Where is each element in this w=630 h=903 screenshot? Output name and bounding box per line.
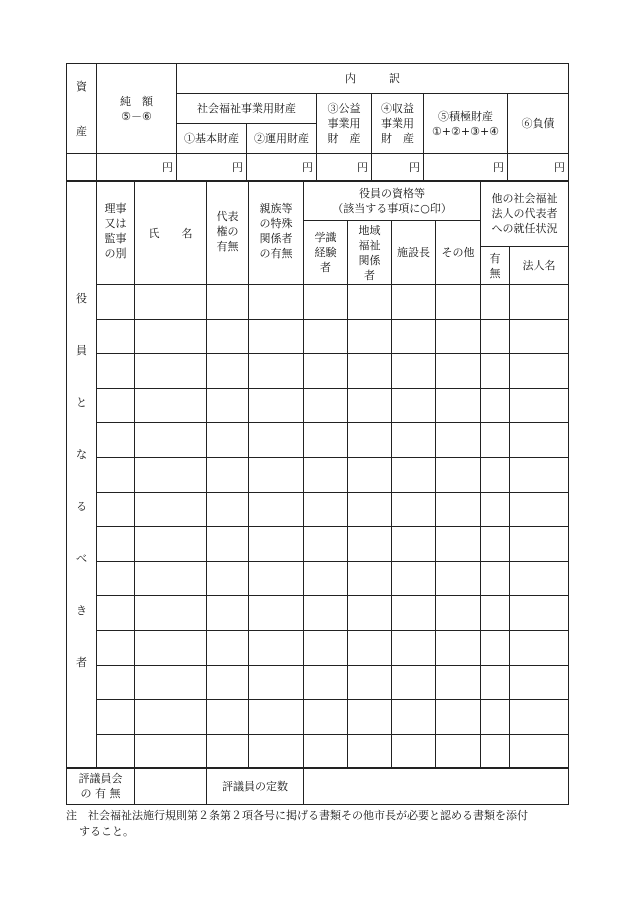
asset-heading: 資 産 — [67, 64, 97, 154]
officer-cell[interactable] — [392, 734, 436, 769]
officer-cell[interactable] — [392, 561, 436, 596]
officer-cell[interactable] — [436, 354, 481, 389]
officer-cell[interactable] — [436, 665, 481, 700]
officer-cell[interactable] — [510, 457, 569, 492]
officer-cell[interactable] — [348, 734, 392, 769]
officer-cell[interactable] — [207, 388, 249, 423]
officer-cell[interactable] — [304, 354, 348, 389]
officer-cell[interactable] — [436, 561, 481, 596]
officer-cell[interactable] — [97, 423, 135, 458]
liabilities-value[interactable]: 円 — [508, 154, 569, 182]
net-amount-header: 純 額 ⑤－⑥ — [97, 64, 177, 154]
officer-cell[interactable] — [135, 665, 207, 700]
officer-cell[interactable] — [436, 285, 481, 320]
officer-cell[interactable] — [348, 561, 392, 596]
footnote-line-1: 注 社会福祉法施行規則第２条第２項各号に掲げる書類その他市長が必要と認める書類を添付 — [66, 809, 528, 822]
officer-cell[interactable] — [97, 700, 135, 735]
officer-cell[interactable] — [97, 492, 135, 527]
footnote-line-2: すること。 — [79, 825, 134, 838]
officer-cell[interactable] — [207, 665, 249, 700]
officer-cell[interactable] — [97, 354, 135, 389]
officer-cell[interactable] — [481, 457, 510, 492]
operating-property-value[interactable]: 円 — [247, 154, 317, 182]
council-presence-value[interactable] — [135, 768, 207, 805]
officer-cell[interactable] — [135, 492, 207, 527]
officer-cell[interactable] — [510, 630, 569, 665]
public-interest-header: ③公益 事業用 財 産 — [317, 94, 372, 154]
basic-property-value[interactable]: 円 — [177, 154, 247, 182]
officer-cell[interactable] — [97, 388, 135, 423]
officer-cell[interactable] — [481, 596, 510, 631]
officer-cell[interactable] — [249, 423, 304, 458]
officer-cell[interactable] — [304, 665, 348, 700]
officer-cell[interactable] — [392, 319, 436, 354]
officer-row — [67, 665, 569, 700]
officer-cell[interactable] — [348, 527, 392, 562]
officer-cell[interactable] — [481, 561, 510, 596]
council-table — [66, 767, 569, 805]
officer-cell[interactable] — [97, 734, 135, 769]
officer-cell[interactable] — [97, 457, 135, 492]
officer-cell[interactable] — [436, 423, 481, 458]
officer-cell[interactable] — [348, 319, 392, 354]
officer-cell[interactable] — [436, 388, 481, 423]
yes-no-header: 有 無 — [481, 247, 510, 285]
officer-cell[interactable] — [207, 734, 249, 769]
officer-cell[interactable] — [436, 630, 481, 665]
officer-cell[interactable] — [510, 734, 569, 769]
scholar-header: 学識 経験 者 — [304, 221, 348, 285]
officer-row — [67, 630, 569, 665]
profit-value[interactable]: 円 — [372, 154, 424, 182]
officer-table — [66, 180, 569, 769]
officer-cell[interactable] — [135, 423, 207, 458]
role-header: 理事 又は 監事 の別 — [97, 181, 135, 285]
officer-cell[interactable] — [304, 285, 348, 320]
officer-cell[interactable] — [436, 492, 481, 527]
officer-cell[interactable] — [135, 354, 207, 389]
officer-row — [67, 388, 569, 423]
positive-property-header: ⑤積極財産 ①+②+③+④ — [424, 94, 508, 154]
officer-cell[interactable] — [510, 388, 569, 423]
officer-cell[interactable] — [207, 354, 249, 389]
vertical-label-char: と — [76, 396, 87, 409]
officer-row — [67, 596, 569, 631]
officer-cell[interactable] — [207, 457, 249, 492]
officer-cell[interactable] — [135, 700, 207, 735]
officer-cell[interactable] — [249, 319, 304, 354]
social-welfare-property-header: 社会福祉事業用財産 — [177, 94, 317, 124]
officers-vertical-label — [67, 181, 97, 769]
officer-cell[interactable] — [436, 700, 481, 735]
officer-cell[interactable] — [481, 734, 510, 769]
officer-cell[interactable] — [249, 527, 304, 562]
officer-row — [67, 319, 569, 354]
officer-cell[interactable] — [392, 527, 436, 562]
officer-cell[interactable] — [135, 319, 207, 354]
council-fixed-number-label: 評議員の定数 — [207, 768, 304, 805]
officer-row — [67, 354, 569, 389]
officer-cell[interactable] — [207, 700, 249, 735]
officer-cell[interactable] — [304, 527, 348, 562]
officer-cell[interactable] — [304, 596, 348, 631]
officer-cell[interactable] — [510, 354, 569, 389]
officer-cell[interactable] — [348, 700, 392, 735]
asset-heading-bottom — [67, 154, 97, 182]
officer-cell[interactable] — [207, 596, 249, 631]
officer-cell[interactable] — [481, 630, 510, 665]
officer-cell[interactable] — [249, 561, 304, 596]
concurrent-header: 他の社会福祉 法人の代表者 への就任状況 — [481, 181, 569, 247]
officer-cell[interactable] — [207, 527, 249, 562]
officer-cell[interactable] — [97, 319, 135, 354]
officer-cell[interactable] — [510, 423, 569, 458]
representative-header: 代表 権の 有無 — [207, 181, 249, 285]
officer-cell[interactable] — [392, 596, 436, 631]
officer-cell[interactable] — [481, 527, 510, 562]
officer-cell[interactable] — [249, 285, 304, 320]
officer-cell[interactable] — [436, 527, 481, 562]
officer-cell[interactable] — [481, 285, 510, 320]
officer-cell[interactable] — [510, 319, 569, 354]
officer-cell[interactable] — [249, 492, 304, 527]
officer-cell[interactable] — [510, 561, 569, 596]
officer-cell[interactable] — [135, 561, 207, 596]
officer-cell[interactable] — [249, 457, 304, 492]
officer-cell[interactable] — [304, 423, 348, 458]
officer-cell[interactable] — [97, 596, 135, 631]
officer-cell[interactable] — [510, 596, 569, 631]
officer-cell[interactable] — [135, 527, 207, 562]
officer-cell[interactable] — [392, 354, 436, 389]
officer-cell[interactable] — [97, 561, 135, 596]
officer-cell[interactable] — [436, 596, 481, 631]
officer-cell[interactable] — [97, 630, 135, 665]
vertical-label-char: 員 — [76, 344, 87, 357]
officer-cell[interactable] — [304, 319, 348, 354]
relatives-header: 親族等 の特殊 関係者 の有無 — [249, 181, 304, 285]
corp-name-header: 法人名 — [510, 247, 569, 285]
officer-cell[interactable] — [348, 388, 392, 423]
officer-cell[interactable] — [135, 285, 207, 320]
officer-cell[interactable] — [135, 457, 207, 492]
officer-cell[interactable] — [207, 285, 249, 320]
officer-row — [67, 457, 569, 492]
officer-cell[interactable] — [304, 734, 348, 769]
officer-cell[interactable] — [510, 700, 569, 735]
vertical-label-char: き — [76, 604, 87, 617]
officer-cell[interactable] — [97, 527, 135, 562]
officer-cell[interactable] — [304, 630, 348, 665]
officer-row — [67, 423, 569, 458]
officer-cell[interactable] — [348, 423, 392, 458]
officer-cell[interactable] — [481, 388, 510, 423]
officer-cell[interactable] — [436, 734, 481, 769]
officer-cell[interactable] — [249, 354, 304, 389]
officer-cell[interactable] — [207, 492, 249, 527]
officer-cell[interactable] — [392, 492, 436, 527]
officer-cell[interactable] — [481, 354, 510, 389]
council-presence-label: 評議員会 の 有 無 — [67, 768, 135, 805]
officer-cell[interactable] — [304, 388, 348, 423]
footnote — [66, 808, 566, 840]
officer-cell[interactable] — [207, 561, 249, 596]
officer-cell[interactable] — [304, 700, 348, 735]
officer-cell[interactable] — [392, 285, 436, 320]
vertical-label-char: な — [76, 448, 87, 461]
officer-cell[interactable] — [249, 665, 304, 700]
officer-cell[interactable] — [348, 596, 392, 631]
officer-cell[interactable] — [97, 285, 135, 320]
officer-cell[interactable] — [304, 492, 348, 527]
officer-cell[interactable] — [135, 630, 207, 665]
basic-property-header: ①基本財産 — [177, 124, 247, 154]
community-header: 地域 福祉 関係 者 — [348, 221, 392, 285]
asset-table — [66, 63, 569, 182]
officer-cell[interactable] — [249, 596, 304, 631]
officer-cell[interactable] — [207, 423, 249, 458]
officer-row — [67, 285, 569, 320]
officer-cell[interactable] — [135, 388, 207, 423]
officer-cell[interactable] — [348, 492, 392, 527]
officer-cell[interactable] — [135, 734, 207, 769]
officer-row — [67, 734, 569, 769]
officer-cell[interactable] — [207, 630, 249, 665]
profit-header: ④収益 事業用 財 産 — [372, 94, 424, 154]
officer-cell[interactable] — [249, 734, 304, 769]
officer-cell[interactable] — [348, 285, 392, 320]
net-amount-value[interactable]: 円 — [97, 154, 177, 182]
officer-cell[interactable] — [348, 630, 392, 665]
officer-cell[interactable] — [348, 665, 392, 700]
name-header: 氏 名 — [135, 181, 207, 285]
officer-cell[interactable] — [510, 527, 569, 562]
officer-cell[interactable] — [481, 319, 510, 354]
officer-cell[interactable] — [481, 423, 510, 458]
vertical-label-char: 役 — [76, 292, 87, 305]
officer-cell[interactable] — [304, 561, 348, 596]
liabilities-header: ⑥負債 — [508, 94, 569, 154]
officer-row — [67, 561, 569, 596]
officer-cell[interactable] — [392, 423, 436, 458]
officer-row — [67, 492, 569, 527]
officer-cell[interactable] — [304, 457, 348, 492]
vertical-label-char: べ — [76, 552, 87, 565]
officer-cell[interactable] — [348, 457, 392, 492]
officer-cell[interactable] — [392, 630, 436, 665]
officer-cell[interactable] — [249, 700, 304, 735]
officer-cell[interactable] — [481, 492, 510, 527]
officer-cell[interactable] — [481, 665, 510, 700]
officer-cell[interactable] — [510, 285, 569, 320]
vertical-label-char: る — [76, 500, 87, 513]
officer-row — [67, 700, 569, 735]
officer-cell[interactable] — [392, 700, 436, 735]
qualification-header: 役員の資格等 （該当する事項に○印） — [304, 181, 481, 221]
officer-cell[interactable] — [135, 596, 207, 631]
positive-property-value[interactable]: 円 — [424, 154, 508, 182]
officer-cell[interactable] — [436, 319, 481, 354]
officer-cell[interactable] — [510, 665, 569, 700]
operating-property-header: ②運用財産 — [247, 124, 317, 154]
other-header: その他 — [436, 221, 481, 285]
officer-cell[interactable] — [510, 492, 569, 527]
officer-cell[interactable] — [436, 457, 481, 492]
officer-cell[interactable] — [97, 665, 135, 700]
vertical-label-char: 者 — [76, 656, 87, 669]
officer-cell[interactable] — [392, 457, 436, 492]
officer-cell[interactable] — [207, 319, 249, 354]
officer-cell[interactable] — [481, 700, 510, 735]
facility-head-header: 施設長 — [392, 221, 436, 285]
officer-cell[interactable] — [392, 388, 436, 423]
officer-cell[interactable] — [249, 388, 304, 423]
officer-row — [67, 527, 569, 562]
breakdown-header: 内 訳 — [177, 64, 569, 94]
officer-cell[interactable] — [392, 665, 436, 700]
council-fixed-number-value[interactable] — [304, 768, 569, 805]
public-interest-value[interactable]: 円 — [317, 154, 372, 182]
officer-cell[interactable] — [348, 354, 392, 389]
officer-cell[interactable] — [249, 630, 304, 665]
